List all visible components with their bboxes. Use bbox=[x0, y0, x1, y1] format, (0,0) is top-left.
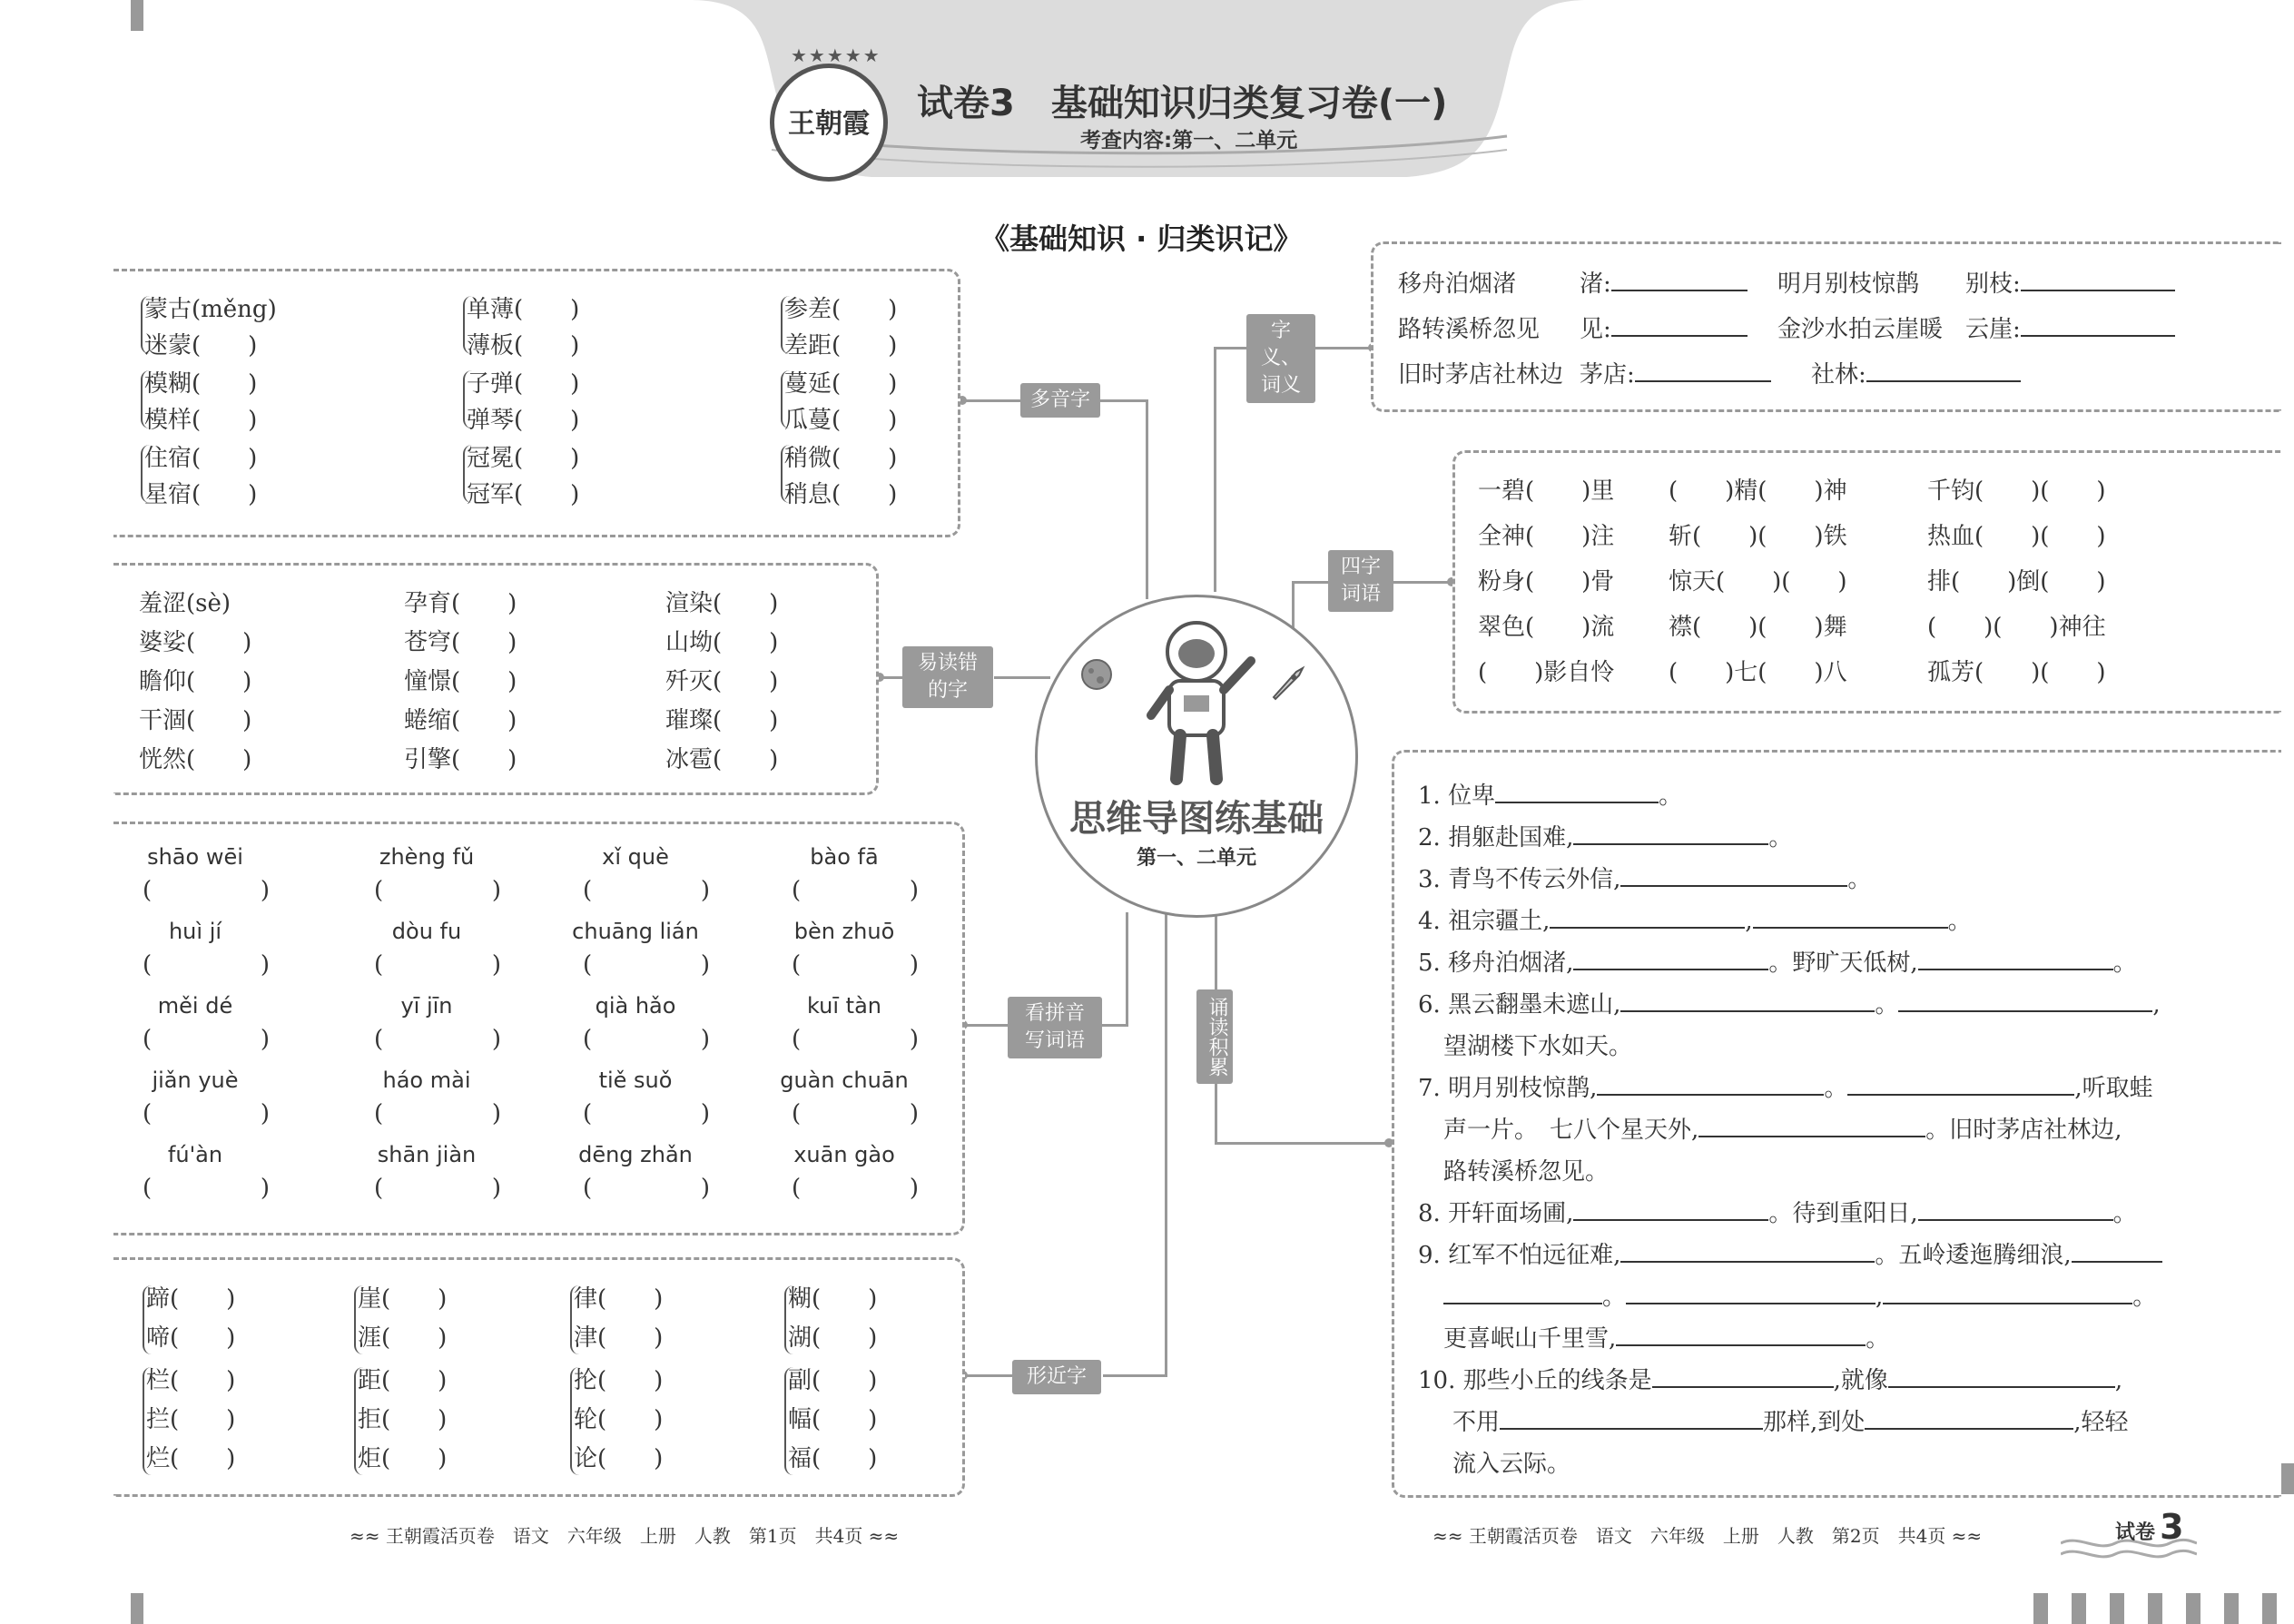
footer-right: ≈≈ 王朝霞活页卷 语文 六年级 上册 人教 第2页 共4页 ≈≈ bbox=[1433, 1525, 1983, 1547]
paren-open: ( bbox=[374, 1175, 384, 1202]
answer-parentheses[interactable] bbox=[374, 1100, 501, 1127]
recite-line-10: 10. 那些小丘的线条是 ,就像 , bbox=[1418, 1367, 2123, 1394]
answer-blank[interactable] bbox=[1866, 360, 2021, 382]
misread-word: 恍然( ) bbox=[139, 746, 252, 773]
recite-text: 3. 青鸟不传云外信, bbox=[1418, 866, 1621, 893]
answer-blank[interactable] bbox=[1847, 1074, 2074, 1096]
misread-word: 山坳( ) bbox=[665, 629, 779, 656]
connector bbox=[1146, 399, 1148, 599]
answer-blank[interactable] bbox=[1495, 782, 1659, 803]
logo-stars: ★★★★★ bbox=[791, 44, 881, 66]
footer-left: ≈≈ 王朝霞活页卷 语文 六年级 上册 人教 第1页 共4页 ≈≈ bbox=[350, 1525, 900, 1547]
paren-open: ( bbox=[143, 951, 153, 979]
recite-text: 7. 明月别枝惊鹊, bbox=[1418, 1075, 1598, 1102]
hub-similar: 形近字 bbox=[1012, 1360, 1101, 1394]
answer-blank[interactable] bbox=[1500, 1408, 1763, 1430]
misread-word: 婆娑( ) bbox=[139, 629, 252, 656]
paren-close: ) bbox=[260, 1026, 270, 1053]
paren-open: ( bbox=[143, 877, 153, 904]
answer-parentheses[interactable] bbox=[143, 877, 270, 904]
recite-text: 2. 捐躯赴国难, bbox=[1418, 824, 1574, 851]
similar-word: 糊( ) bbox=[788, 1285, 878, 1313]
similar-word: 律( ) bbox=[574, 1285, 664, 1313]
pinyin-label: qià hǎo bbox=[595, 993, 676, 1019]
similar-word: 蹄( ) bbox=[146, 1285, 236, 1313]
astronaut-icon bbox=[1124, 615, 1269, 797]
answer-parentheses[interactable] bbox=[583, 1100, 710, 1127]
answer-parentheses[interactable] bbox=[374, 877, 501, 904]
hub-easy-misread bbox=[902, 646, 993, 708]
hub-recite-label: 诵读积累 bbox=[1206, 997, 1228, 1077]
center-subtitle: 第一、二单元 bbox=[1136, 847, 1256, 870]
hub-four-char bbox=[1328, 550, 1393, 612]
idiom-item: 孤芳( )( ) bbox=[1927, 659, 2106, 686]
connector bbox=[1100, 399, 1147, 402]
answer-blank[interactable] bbox=[1626, 1283, 1876, 1304]
polyphone-word: 瓜蔓( ) bbox=[784, 407, 898, 434]
rocket-icon bbox=[1265, 661, 1310, 706]
answer-blank[interactable] bbox=[1620, 990, 1875, 1012]
phrase: 金沙水拍云崖暖 bbox=[1777, 316, 1944, 343]
recite-text: 路转溪桥忽见。 bbox=[1443, 1158, 1610, 1186]
recite-text: 流入云际。 bbox=[1452, 1451, 1571, 1478]
term-label bbox=[1580, 310, 1748, 344]
similar-word: 烂( ) bbox=[146, 1445, 236, 1472]
paren-close: ) bbox=[700, 877, 710, 904]
center-circle bbox=[1035, 595, 1358, 918]
similar-word: 距( ) bbox=[358, 1367, 448, 1394]
paren-close: ) bbox=[909, 951, 919, 979]
paren-open: ( bbox=[143, 1175, 153, 1202]
recite-line-3: 3. 青鸟不传云外信, 。 bbox=[1418, 866, 1872, 893]
idiom-item: 粉身( )骨 bbox=[1478, 568, 1615, 595]
page-title: 试卷3 基础知识归类复习卷(一) bbox=[917, 83, 1448, 124]
misread-word: 苍穹( ) bbox=[404, 629, 517, 656]
paren-open: ( bbox=[374, 1100, 384, 1127]
recite-line-5: 5. 移舟泊烟渚, 。野旷天低树, 。 bbox=[1418, 950, 2137, 977]
paper-badge-number: 3 bbox=[2160, 1507, 2184, 1547]
recite-text: ,轻轻 bbox=[2073, 1409, 2129, 1436]
recite-text: 声一片。 七八个星天外, bbox=[1443, 1117, 1699, 1144]
recite-line-1: 1. 位卑 。 bbox=[1418, 782, 1683, 810]
recite-line-6b bbox=[1443, 1028, 1632, 1061]
recite-line-2: 2. 捐躯赴国难, 。 bbox=[1418, 824, 1793, 851]
similar-word: 涯( ) bbox=[358, 1324, 448, 1352]
answer-blank[interactable] bbox=[1883, 1283, 2132, 1304]
polyphone-word: 住宿( ) bbox=[144, 445, 258, 472]
pinyin-label: háo mài bbox=[382, 1068, 471, 1093]
polyphone-word: 参差( ) bbox=[784, 296, 898, 323]
answer-parentheses[interactable] bbox=[374, 1026, 501, 1053]
polyphone-word: 差距( ) bbox=[784, 332, 898, 359]
term-text: 社林: bbox=[1811, 361, 1866, 389]
paren-open: ( bbox=[792, 951, 802, 979]
polyphone-word: 子弹( ) bbox=[467, 370, 580, 398]
recite-text: 不用 bbox=[1452, 1409, 1501, 1436]
pinyin-label: tiě suǒ bbox=[598, 1068, 673, 1093]
idiom-item: 排( )倒( ) bbox=[1927, 568, 2106, 595]
paren-close: ) bbox=[700, 1175, 710, 1202]
idiom-item: 千钧( )( ) bbox=[1927, 477, 2106, 505]
answer-blank[interactable] bbox=[2072, 1241, 2162, 1263]
term-label bbox=[1580, 356, 1771, 389]
edge-mark bbox=[131, 1593, 143, 1624]
misread-word: 干涸( ) bbox=[139, 707, 252, 734]
idiom-item: 翠色( )流 bbox=[1478, 614, 1615, 641]
recite-line-7b bbox=[1443, 1111, 2122, 1145]
connector bbox=[1165, 912, 1167, 1375]
paren-open: ( bbox=[583, 951, 593, 979]
recite-text: 。野旷天低树, bbox=[1768, 950, 1918, 977]
recite-line-9 bbox=[1418, 1236, 2162, 1270]
recite-text: 5. 移舟泊烟渚, bbox=[1418, 950, 1574, 977]
term-text: 别枝: bbox=[1965, 271, 2021, 298]
paren-open: ( bbox=[374, 877, 384, 904]
answer-parentheses[interactable] bbox=[792, 1175, 919, 1202]
polyphone-word: 弹琴( ) bbox=[467, 407, 580, 434]
pinyin-label: zhèng fǔ bbox=[379, 844, 475, 870]
pinyin-label: huì jí bbox=[168, 919, 222, 944]
center-title: 思维导图练基础 bbox=[1069, 798, 1324, 840]
paren-open: ( bbox=[792, 1100, 802, 1127]
recite-text: 4. 祖宗疆土, bbox=[1418, 908, 1551, 935]
answer-parentheses[interactable] bbox=[143, 951, 270, 979]
misread-word: 蜷缩( ) bbox=[404, 707, 517, 734]
polyphone-word: 稍微( ) bbox=[784, 445, 898, 472]
paren-close: ) bbox=[700, 1100, 710, 1127]
recite-text: 8. 开轩面场圃, bbox=[1418, 1200, 1574, 1227]
answer-parentheses[interactable] bbox=[583, 951, 710, 979]
recite-line-10c bbox=[1452, 1445, 1570, 1479]
recite-text: ,就像 bbox=[1833, 1367, 1888, 1394]
connector bbox=[1215, 1142, 1392, 1145]
connector bbox=[962, 399, 1020, 402]
answer-parentheses[interactable] bbox=[143, 1175, 270, 1202]
recite-text: 10. 那些小丘的线条是 bbox=[1418, 1367, 1652, 1394]
answer-parentheses[interactable] bbox=[792, 951, 919, 979]
similar-word: 幅( ) bbox=[788, 1406, 878, 1433]
section-title: 《基础知识 · 归类识记》 bbox=[980, 221, 1303, 256]
connector bbox=[962, 1024, 1008, 1027]
answer-parentheses[interactable] bbox=[792, 1100, 919, 1127]
connector bbox=[1214, 347, 1246, 349]
answer-blank[interactable] bbox=[1616, 1324, 1866, 1346]
answer-parentheses[interactable] bbox=[143, 1026, 270, 1053]
paren-close: ) bbox=[909, 1175, 919, 1202]
polyphone-word: 单薄( ) bbox=[467, 296, 580, 323]
answer-blank[interactable] bbox=[2021, 315, 2175, 337]
hub-meaning bbox=[1246, 314, 1315, 403]
recite-text: 那样,到处 bbox=[1763, 1409, 1866, 1436]
misread-word: 引擎( ) bbox=[404, 746, 517, 773]
hub-four-char-line1: 四字 bbox=[1340, 556, 1381, 578]
recite-text: 。旧时茅店社林边, bbox=[1925, 1117, 2122, 1144]
paren-open: ( bbox=[374, 1026, 384, 1053]
hub-pinyin bbox=[1008, 997, 1102, 1058]
misread-word: 孕育( ) bbox=[404, 590, 517, 617]
answer-blank[interactable] bbox=[1573, 823, 1768, 845]
idiom-item: 热血( )( ) bbox=[1927, 523, 2106, 550]
polyphone-word: 冠冕( ) bbox=[467, 445, 580, 472]
term-text: 茅店: bbox=[1580, 361, 1635, 389]
connector bbox=[962, 1374, 1012, 1377]
answer-blank[interactable] bbox=[1918, 1199, 2113, 1221]
answer-blank[interactable] bbox=[1635, 360, 1771, 382]
polyphone-word: 稍息( ) bbox=[784, 481, 898, 508]
pinyin-label: shāo wēi bbox=[147, 844, 243, 870]
answer-parentheses[interactable] bbox=[374, 951, 501, 979]
paren-close: ) bbox=[700, 951, 710, 979]
similar-word: 抡( ) bbox=[574, 1367, 664, 1394]
paren-close: ) bbox=[491, 1100, 501, 1127]
misread-word: 歼灭( ) bbox=[665, 668, 779, 695]
paren-open: ( bbox=[792, 1175, 802, 1202]
hub-easy-misread-line2: 的字 bbox=[927, 679, 968, 702]
answer-parentheses[interactable] bbox=[792, 877, 919, 904]
recite-text: 9. 红军不怕远征难, bbox=[1418, 1242, 1621, 1269]
connector bbox=[1214, 347, 1216, 592]
answer-blank[interactable] bbox=[1698, 1116, 1925, 1137]
term-text: 云崖: bbox=[1965, 316, 2021, 343]
answer-blank[interactable] bbox=[2021, 270, 2175, 291]
paren-close: ) bbox=[700, 1026, 710, 1053]
paren-close: ) bbox=[909, 1100, 919, 1127]
pinyin-label: bèn zhuō bbox=[793, 919, 895, 944]
paren-open: ( bbox=[583, 1100, 593, 1127]
paper-badge-label: 试卷 bbox=[2115, 1521, 2156, 1544]
paren-close: ) bbox=[909, 877, 919, 904]
idiom-item: 襟( )( )舞 bbox=[1669, 614, 1847, 641]
misread-word: 瞻仰( ) bbox=[139, 668, 252, 695]
pinyin-label: kuī tàn bbox=[807, 993, 881, 1019]
paren-close: ) bbox=[260, 1100, 270, 1127]
pinyin-label: jiǎn yuè bbox=[152, 1068, 239, 1093]
similar-word: 拦( ) bbox=[146, 1406, 236, 1433]
recite-line-9b: 。 , 。 bbox=[1443, 1278, 2156, 1312]
answer-blank[interactable] bbox=[1550, 907, 1745, 929]
recite-line-10b bbox=[1452, 1403, 2129, 1437]
similar-word: 栏( ) bbox=[146, 1367, 236, 1394]
paren-open: ( bbox=[583, 1175, 593, 1202]
polyphone-word: 蒙古(měng) bbox=[144, 296, 277, 323]
pinyin-label: dòu fu bbox=[391, 919, 462, 944]
answer-parentheses[interactable] bbox=[792, 1026, 919, 1053]
polyphone-word: 模样( ) bbox=[144, 407, 258, 434]
paren-open: ( bbox=[792, 877, 802, 904]
idiom-item: ( )( )神往 bbox=[1927, 614, 2106, 641]
recite-text: 。五岭逶迤腾细浪, bbox=[1875, 1242, 2072, 1269]
pinyin-label: dēng zhǎn bbox=[578, 1142, 693, 1167]
term-label bbox=[1965, 265, 2175, 299]
recite-text: 更喜岷山千里雪, bbox=[1443, 1325, 1617, 1353]
hub-recite bbox=[1196, 989, 1233, 1084]
recite-text: 。待到重阳日, bbox=[1768, 1200, 1918, 1227]
pinyin-label: yī jīn bbox=[400, 993, 453, 1019]
misread-word: 璀璨( ) bbox=[665, 707, 779, 734]
misread-word: 憧憬( ) bbox=[404, 668, 517, 695]
similar-word: 湖( ) bbox=[788, 1324, 878, 1352]
answer-blank[interactable] bbox=[1620, 865, 1847, 887]
idiom-item: ( )影自怜 bbox=[1478, 659, 1615, 686]
misread-word: 冰雹( ) bbox=[665, 746, 779, 773]
answer-blank[interactable] bbox=[1573, 1199, 1768, 1221]
misread-word: 渲染( ) bbox=[665, 590, 779, 617]
answer-blank[interactable] bbox=[1443, 1283, 1602, 1304]
pinyin-label: bào fā bbox=[810, 844, 879, 870]
recite-line-9c: 更喜岷山千里雪, 。 bbox=[1443, 1325, 1890, 1353]
recite-line-8: 8. 开轩面场圃, 。待到重阳日, 。 bbox=[1418, 1200, 2137, 1227]
answer-blank[interactable] bbox=[1652, 1366, 1834, 1388]
idiom-item: ( )七( )八 bbox=[1669, 659, 1847, 686]
connector bbox=[1292, 581, 1328, 584]
similar-word: 炬( ) bbox=[358, 1445, 448, 1472]
polyphone-word: 冠军( ) bbox=[467, 481, 580, 508]
answer-parentheses[interactable] bbox=[374, 1175, 501, 1202]
paren-close: ) bbox=[260, 1175, 270, 1202]
answer-parentheses[interactable] bbox=[583, 877, 710, 904]
paren-open: ( bbox=[583, 877, 593, 904]
pinyin-label: chuāng lián bbox=[572, 919, 699, 944]
recite-text: 1. 位卑 bbox=[1418, 782, 1496, 810]
pinyin-label: xuān gào bbox=[793, 1142, 895, 1167]
paren-close: ) bbox=[491, 1026, 501, 1053]
answer-blank[interactable] bbox=[1898, 990, 2152, 1012]
page-subtitle: 考查内容:第一、二单元 bbox=[1080, 129, 1298, 153]
answer-blank[interactable] bbox=[1888, 1366, 2115, 1388]
similar-word: 崖( ) bbox=[358, 1285, 448, 1313]
similar-word: 副( ) bbox=[788, 1367, 878, 1394]
answer-parentheses[interactable] bbox=[143, 1100, 270, 1127]
similar-word: 津( ) bbox=[574, 1324, 664, 1352]
idiom-item: 惊天( )( ) bbox=[1669, 568, 1847, 595]
phrase: 路转溪桥忽见 bbox=[1398, 316, 1541, 343]
idiom-item: 一碧( )里 bbox=[1478, 477, 1615, 505]
polyphone-word: 迷蒙( ) bbox=[144, 332, 258, 359]
polyphone-word: 星宿( ) bbox=[144, 481, 258, 508]
answer-blank[interactable] bbox=[1918, 949, 2113, 970]
connector bbox=[994, 676, 1050, 679]
similar-word: 福( ) bbox=[788, 1445, 878, 1472]
paren-open: ( bbox=[143, 1100, 153, 1127]
pinyin-label: guàn chuān bbox=[780, 1068, 909, 1093]
recite-text: 望湖楼下水如天。 bbox=[1443, 1033, 1633, 1060]
answer-blank[interactable] bbox=[1611, 315, 1748, 337]
logo-text: 王朝霞 bbox=[788, 108, 870, 140]
pinyin-label: shān jiàn bbox=[377, 1142, 477, 1167]
hub-meaning-line1: 字义、 bbox=[1260, 320, 1301, 369]
connector bbox=[1312, 347, 1371, 349]
recite-text: 6. 黑云翻墨未遮山, bbox=[1418, 991, 1621, 1019]
logo-seal bbox=[770, 44, 888, 182]
paper-badge bbox=[2115, 1507, 2184, 1547]
answer-parentheses[interactable] bbox=[583, 1175, 710, 1202]
idiom-item: 全神( )注 bbox=[1478, 523, 1615, 550]
paren-open: ( bbox=[374, 951, 384, 979]
paren-open: ( bbox=[583, 1026, 593, 1053]
idiom-item: ( )精( )神 bbox=[1669, 477, 1847, 505]
hub-pinyin-line1: 看拼音 bbox=[1024, 1002, 1085, 1025]
similar-word: 啼( ) bbox=[146, 1324, 236, 1352]
term-label bbox=[1580, 265, 1748, 299]
paren-close: ) bbox=[491, 877, 501, 904]
misread-word: 羞涩(sè) bbox=[139, 590, 231, 617]
edge-mark-row bbox=[2033, 1593, 2288, 1624]
phrase: 旧时茅店社林边 bbox=[1398, 361, 1564, 389]
hub-four-char-line2: 词语 bbox=[1340, 583, 1381, 605]
term-label bbox=[1811, 356, 2021, 389]
hub-easy-misread-line1: 易读错 bbox=[917, 652, 978, 674]
similar-word: 轮( ) bbox=[574, 1406, 664, 1433]
recite-line-7c bbox=[1443, 1153, 1609, 1186]
paren-open: ( bbox=[792, 1026, 802, 1053]
recite-line-7: 7. 明月别枝惊鹊, 。 ,听取蛙 bbox=[1418, 1075, 2153, 1102]
recite-line-6: 6. 黑云翻墨未遮山, 。 , bbox=[1418, 991, 2161, 1019]
similar-word: 拒( ) bbox=[358, 1406, 448, 1433]
hub-polyphone: 多音字 bbox=[1020, 383, 1100, 418]
paren-close: ) bbox=[260, 877, 270, 904]
answer-blank[interactable] bbox=[1753, 907, 1948, 929]
paren-close: ) bbox=[491, 1175, 501, 1202]
pinyin-label: xǐ què bbox=[602, 844, 669, 870]
edge-mark bbox=[131, 0, 143, 31]
connector bbox=[1126, 912, 1128, 1026]
paren-close: ) bbox=[491, 951, 501, 979]
hub-meaning-line2: 词义 bbox=[1260, 374, 1301, 397]
connector bbox=[1393, 581, 1448, 584]
idiom-item: 斩( )( )铁 bbox=[1669, 523, 1847, 550]
answer-blank[interactable] bbox=[1620, 1241, 1875, 1263]
pinyin-label: fú'àn bbox=[167, 1142, 223, 1167]
answer-blank[interactable] bbox=[1865, 1408, 2073, 1430]
phrase: 明月别枝惊鹊 bbox=[1777, 271, 1920, 298]
recite-text: ,听取蛙 bbox=[2074, 1075, 2153, 1102]
answer-parentheses[interactable] bbox=[583, 1026, 710, 1053]
recite-line-4: 4. 祖宗疆土, , 。 bbox=[1418, 908, 1972, 935]
paren-open: ( bbox=[143, 1026, 153, 1053]
polyphone-word: 薄板( ) bbox=[467, 332, 580, 359]
term-text: 见: bbox=[1580, 316, 1611, 343]
phrase: 移舟泊烟渚 bbox=[1398, 271, 1517, 298]
term-label bbox=[1965, 310, 2175, 344]
connector bbox=[1100, 1024, 1128, 1027]
term-text: 渚: bbox=[1580, 271, 1611, 298]
connector bbox=[1103, 1374, 1167, 1377]
polyphone-word: 蔓延( ) bbox=[784, 370, 898, 398]
polyphone-word: 模糊( ) bbox=[144, 370, 258, 398]
paren-close: ) bbox=[909, 1026, 919, 1053]
answer-blank[interactable] bbox=[1597, 1074, 1824, 1096]
answer-blank[interactable] bbox=[1573, 949, 1768, 970]
hub-pinyin-line2: 写词语 bbox=[1024, 1029, 1085, 1052]
planet-icon bbox=[1078, 656, 1115, 693]
similar-word: 论( ) bbox=[574, 1445, 664, 1472]
paren-close: ) bbox=[260, 951, 270, 979]
answer-blank[interactable] bbox=[1611, 270, 1748, 291]
pinyin-label: měi dé bbox=[157, 993, 233, 1019]
